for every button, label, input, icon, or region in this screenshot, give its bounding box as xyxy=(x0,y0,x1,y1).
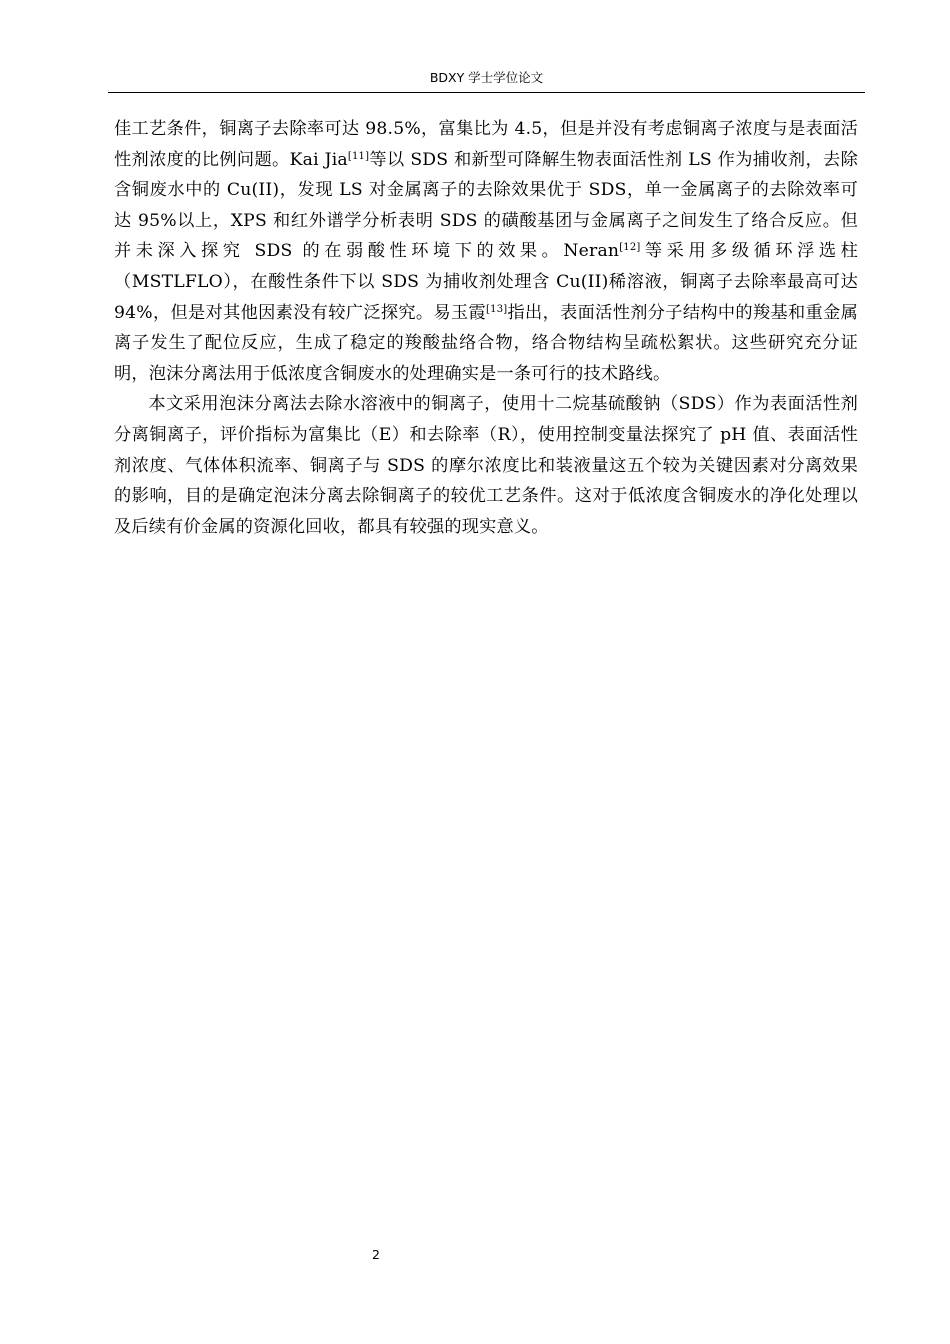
paragraph-1-text-1: 佳工艺条件，铜离子去除率可达 98.5%，富集比为 4.5，但是并没有考虑铜离子浓度与是表面活性剂浓度的比例问题。Kai Jia xyxy=(114,119,858,170)
paragraph-1 xyxy=(114,114,858,389)
page-number-text: 2 xyxy=(372,1247,380,1262)
paragraph-2-text: 本文采用泡沫分离法去除水溶液中的铜离子，使用十二烷基硫酸钠（SDS）作为表面活性剂分离铜离子，评价指标为富集比（E）和去除率（R），使用控制变量法探究了 pH 值、表面活性剂浓度、气体体积流率、铜离子与 SDS 的摩尔浓度比和装液量这五个较为关键因素对分离效果的影响，目的是确定泡沫分离去除铜离子的较优工艺条件。这对于低浓度含铜废水的净化处理以及后续有价金属的资源化回收，都具有较强的现实意义。 xyxy=(114,394,858,537)
citation-13: [13] xyxy=(486,303,508,315)
citation-12: [12] xyxy=(619,242,641,254)
paragraph-1-text-3: 等采用多级循环浮选柱（MSTLFLO），在酸性条件下以 SDS 为捕收剂处理含 Cu(II)稀溶液，铜离子去除率最高可达 94%，但是对其他因素没有较广泛探究。易玉霞 xyxy=(114,241,858,323)
paragraph-1-text-2: 等以 SDS 和新型可降解生物表面活性剂 LS 作为捕收剂，去除含铜废水中的 Cu(II)，发现 LS 对金属离子的去除效果优于 SDS，单一金属离子的去除效率可达 95%以上，XPS 和红外谱学分析表明 SDS 的磺酸基团与金属离子之间发生了络合反应。但并未深入探究 SDS 的在弱酸性环境下的效果。Neran xyxy=(114,149,858,262)
body-text xyxy=(114,114,858,542)
page-number xyxy=(0,1247,752,1262)
citation-11: [11] xyxy=(347,150,370,162)
paragraph-1-text-4: 指出，表面活性剂分子结构中的羧基和重金属离子发生了配位反应，生成了稳定的羧酸盐络合物，络合物结构呈疏松絮状。这些研究充分证明，泡沫分离法用于低浓度含铜废水的处理确实是一条可行的技术路线。 xyxy=(114,302,858,384)
header-title: BDXY 学士学位论文 xyxy=(429,70,544,85)
paragraph-2 xyxy=(114,389,858,542)
page-header xyxy=(108,68,865,93)
